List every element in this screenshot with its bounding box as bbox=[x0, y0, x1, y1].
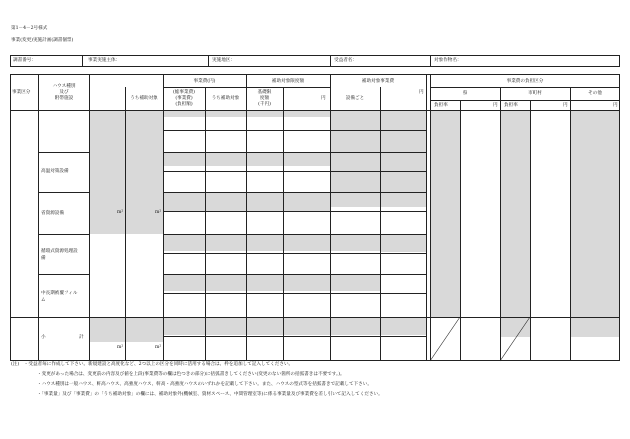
row-film-2: ム bbox=[41, 298, 46, 303]
total-cost-header-2: (事業費) bbox=[175, 96, 193, 101]
note-3: ・ハウス種別は一般ハウス、軒高ハウス、高強度ハウス、軒高・高強度ハウスのいずれかを記載して下さい。また、ハウスの型式等を括弧書きで記載して下さい。 bbox=[37, 382, 372, 387]
basic-limit-header-3: (千円) bbox=[258, 102, 271, 107]
total-cost-header-3: (負担額) bbox=[175, 102, 193, 107]
house-type-header-1: ハウス種別 bbox=[52, 84, 76, 89]
subtotal-label-1: 小 bbox=[41, 335, 46, 340]
burden-group-header: 事業費の負担区分 bbox=[506, 79, 544, 84]
prefecture-rate-header: 負担率 bbox=[434, 103, 448, 108]
other-yen-unit: 円 bbox=[613, 103, 618, 108]
row-recycling-2: 備 bbox=[41, 256, 46, 261]
area-unit-2: m² bbox=[155, 210, 162, 215]
area-unit-4: m² bbox=[155, 345, 162, 350]
area-unit-1: m² bbox=[117, 210, 124, 215]
limit-yen-unit: 円 bbox=[321, 96, 326, 101]
category-header: 事業区分 bbox=[12, 90, 31, 95]
note-4: ・「事業量」及び「事業費」の「うち補助対象」の欄には、補助対象外(機械室、資材スペース、中間管理室等)に係る事業量及び事業費を差し引いて記入してください。 bbox=[37, 392, 383, 397]
form-number: 第1－4－2号様式 bbox=[11, 26, 48, 31]
subsidy-group-header: 補助対象事業費 bbox=[361, 79, 395, 84]
note-1: (注) ・受益者毎に作成して下さい。新規建設と高度化など、2つ以上の区分を同時に活用する場合は、枠を追加して記入してください。 bbox=[11, 362, 294, 367]
prefecture-header: 県 bbox=[462, 91, 468, 96]
municipality-yen-unit: 円 bbox=[563, 103, 568, 108]
beneficiary-label: 受益者名： bbox=[334, 58, 357, 63]
form-title: 事業(変更)実施計画(調書個票) bbox=[11, 38, 74, 43]
other-header: その他 bbox=[588, 91, 602, 96]
basic-limit-header-1: 基礎限 bbox=[257, 90, 272, 95]
subsidy-yen-unit: 円 bbox=[419, 90, 424, 95]
subsidy-target-cost-header: うち補助対象 bbox=[211, 96, 240, 101]
note-2: ・変更があった場合は、変更前の内容及び値を上段(事業費等の欄は色つきの部分)に括弧書きしてください(変更のない箇所の括弧書きは不要です。)。 bbox=[37, 372, 345, 377]
house-type-header-3: 附帯施設 bbox=[54, 96, 74, 101]
cost-group-header: 事業費(円) bbox=[193, 79, 216, 84]
total-cost-header-1: (総事業費) bbox=[173, 90, 195, 95]
survey-number-label: 調書番号： bbox=[13, 58, 36, 63]
row-energy-saving: 省資源設備 bbox=[41, 211, 64, 216]
per-facility-header: 設備ごと bbox=[345, 96, 365, 101]
prefecture-yen-unit: 円 bbox=[493, 103, 498, 108]
house-type-header-2: 及び bbox=[59, 90, 69, 95]
area-unit-3: m² bbox=[117, 345, 124, 350]
row-recycling-1: 循環式資源処理設 bbox=[41, 249, 78, 254]
subtotal-label-2: 計 bbox=[79, 335, 84, 340]
basic-limit-header-2: 度額 bbox=[259, 96, 270, 101]
row-high-temp: 高温対策設備 bbox=[41, 169, 69, 174]
limit-group-header: 補助対象限度額 bbox=[271, 79, 305, 84]
crop-label: 対象作物名： bbox=[434, 58, 462, 63]
area-label: 実施地区： bbox=[212, 58, 235, 63]
municipality-header: 市町村 bbox=[528, 91, 542, 96]
row-film-1: 中長期被覆フィル bbox=[41, 291, 78, 296]
municipality-rate-header: 負担率 bbox=[504, 103, 518, 108]
subsidy-target-volume-header: うち補助対象 bbox=[130, 96, 158, 101]
implementer-label: 事業実施主体： bbox=[88, 58, 121, 63]
